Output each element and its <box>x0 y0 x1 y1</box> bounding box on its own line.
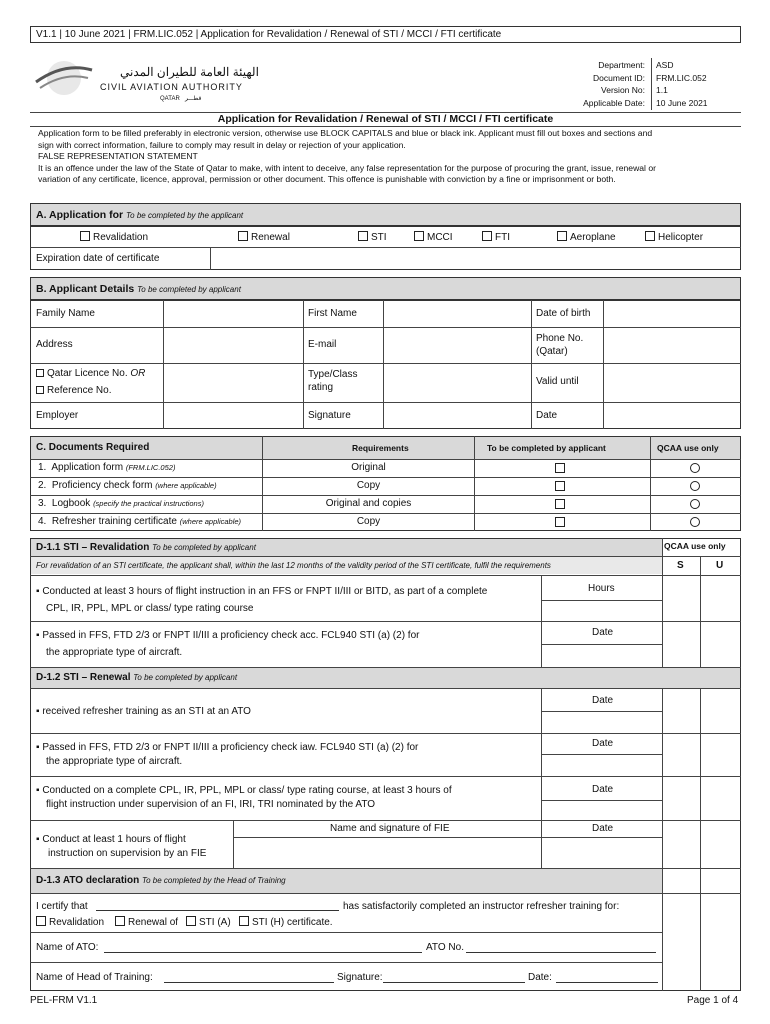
head-training-field[interactable] <box>164 982 334 983</box>
divider <box>30 575 741 576</box>
phone-label-qatar: (Qatar) <box>536 346 568 357</box>
intro-line: It is an offence under the law of the State of Qatar to make, with intent to deceive, any false representation for the purpose of procuring the grant, issue, renewal or <box>38 162 656 173</box>
d11-hours-label: Hours <box>588 583 615 594</box>
address-label: Address <box>36 339 73 350</box>
qatar-licence-label[interactable]: Qatar Licence No. OR <box>36 368 145 380</box>
d12-item2-line1: ▪ Passed in FFS, FTD 2/3 or FNPT II/III a proficiency check iaw. FCL940 STI (a) (2) for <box>36 742 419 753</box>
d13-date-label: Date: <box>528 972 552 983</box>
doc-req-2: Copy <box>356 480 381 491</box>
renewal-checkbox[interactable]: Renewal <box>238 231 290 244</box>
intro-line: Application form to be filled preferably in electronic version, otherwise use BLOCK CAPITALS and blue or black ink. Applicant must fill out boxes and sections and <box>38 128 653 138</box>
doc-row-2: 2. Proficiency check form (where applicable) <box>38 480 217 491</box>
divider <box>30 402 741 403</box>
d13-date-field[interactable] <box>556 982 658 983</box>
d11-qcaa-label: QCAA use only <box>664 541 726 551</box>
employer-label: Employer <box>36 410 79 421</box>
d13-renewal-checkbox[interactable]: Renewal of <box>115 916 178 929</box>
d11-u-label: U <box>716 560 724 571</box>
ato-no-field[interactable] <box>466 952 656 953</box>
aeroplane-checkbox[interactable]: Aeroplane <box>557 231 616 244</box>
divider <box>541 688 542 868</box>
doc-req-4: Copy <box>356 516 381 527</box>
divider <box>650 436 651 531</box>
reference-no-label[interactable]: Reference No. <box>36 385 111 397</box>
d13-sti-h-checkbox[interactable]: STI (H) certificate. <box>239 916 333 929</box>
divider <box>531 300 532 429</box>
d12-title: D-1.2 STI – Renewal To be completed by applicant <box>36 672 238 683</box>
d12-date-field-2[interactable] <box>543 756 660 774</box>
d11-subtext: For revalidation of an STI certificate, the applicant shall, within the last 12 months of the validity period of the STI certificate, fulfil the requirements <box>36 561 551 570</box>
intro-line: sign with correct information, failure to comply may result in delay or rejection of your application. <box>38 139 406 150</box>
divider <box>474 436 475 531</box>
d12-item2-line2: the appropriate type of aircraft. <box>46 756 183 767</box>
email-label: E-mail <box>308 339 337 350</box>
phone-label: Phone No. <box>536 333 584 344</box>
d12-item4-line2: instruction on supervision by an FIE <box>48 848 207 859</box>
footer-left: PEL-FRM V1.1 <box>30 995 98 1006</box>
helicopter-checkbox[interactable]: Helicopter <box>645 231 703 244</box>
intro-line: FALSE REPRESENTATION STATEMENT <box>38 151 198 161</box>
meta-value: 10 June 2021 <box>656 97 708 108</box>
section-a-title: A. Application for To be completed by the applicant <box>36 209 244 221</box>
doc-checkbox-4[interactable] <box>555 517 568 529</box>
meta-labels <box>540 59 645 109</box>
divider <box>30 495 741 496</box>
intro-line: variation of any certificate, licence, approval, permission or other document. This offence is punishable with conviction by a fine or imprisonment or both. <box>38 174 616 184</box>
head-training-label: Name of Head of Training: <box>36 972 153 983</box>
d11-item2-line2: the appropriate type of aircraft. <box>46 647 183 658</box>
doc-req-1: Original <box>351 462 386 473</box>
col-qcaa: QCAA use only <box>657 443 719 453</box>
form-title: Application for Revalidation / Renewal of STI / MCCI / FTI certificate <box>217 113 554 125</box>
completed-text: has satisfactorily completed an instructor refresher training for: <box>343 901 620 912</box>
meta-value: ASD <box>656 60 674 70</box>
type-rating-label-2: rating <box>308 382 334 393</box>
section-b-body <box>30 300 741 429</box>
ato-name-field[interactable] <box>104 952 422 953</box>
divider <box>30 776 741 777</box>
divider <box>603 300 604 429</box>
meta-label: Version No: <box>601 85 645 95</box>
fti-checkbox[interactable]: FTI <box>482 231 510 244</box>
divider <box>30 893 741 894</box>
dob-label: Date of birth <box>536 308 591 319</box>
section-b-header <box>30 277 741 300</box>
qcaa-radio-4[interactable] <box>690 517 700 530</box>
divider <box>541 711 662 712</box>
meta-label: Document ID: <box>593 72 645 83</box>
trainee-name-field[interactable] <box>96 910 339 911</box>
d12-date-label-1: Date <box>592 695 614 706</box>
doc-req-3: Original and copies <box>325 498 412 509</box>
divider <box>233 820 234 868</box>
d13-reval-checkbox[interactable]: Revalidation <box>36 916 104 929</box>
divider <box>30 621 741 622</box>
valid-until-label: Valid until <box>536 376 579 387</box>
caa-logo-icon <box>34 58 94 98</box>
section-a-header <box>30 203 741 226</box>
d12-item1: ▪ received refresher training as an STI at an ATO <box>36 706 251 717</box>
d11-s-label: S <box>677 560 684 571</box>
doc-checkbox-3[interactable] <box>555 499 568 511</box>
d12-date-label-2: Date <box>592 738 614 749</box>
first-name-label: First Name <box>308 308 357 319</box>
divider <box>383 300 384 429</box>
divider <box>30 962 663 963</box>
divider <box>30 126 741 127</box>
meta-values <box>656 59 708 109</box>
section-b-title: B. Applicant Details To be completed by applicant <box>36 283 241 295</box>
signature-label: Signature <box>308 410 351 421</box>
divider <box>541 644 662 645</box>
d12-item3-line2: flight instruction under supervision of an FI, IRI, TRI nominated by the ATO <box>46 799 376 810</box>
revalidation-checkbox[interactable]: Revalidation <box>80 231 148 244</box>
logo-arabic-text: الهيئة العامة للطيران المدني <box>120 65 259 79</box>
header-bar-text: V1.1 | 10 June 2021 | FRM.LIC.052 | Application for Revalidation / Renewal of STI / MCCI / FTI certificate <box>36 29 502 40</box>
d12-item3-line1: ▪ Conducted on a complete CPL, IR, PPL, MPL or class/ type rating course, at least 3 hours of <box>36 785 452 796</box>
logo-qatar-ar-text: قطـــر <box>185 96 202 102</box>
divider <box>30 477 741 478</box>
divider <box>30 733 741 734</box>
divider <box>541 600 662 601</box>
ato-name-label: Name of ATO: <box>36 942 99 953</box>
d12-date-field-4[interactable] <box>543 839 660 866</box>
qcaa-radio-1[interactable] <box>690 463 700 476</box>
sig-label: Signature: <box>337 972 383 983</box>
divider <box>541 800 662 801</box>
section-c-title: C. Documents Required <box>36 442 150 453</box>
d12-date-field-3[interactable] <box>543 802 660 818</box>
footer-right: Page 1 of 4 <box>687 995 739 1006</box>
family-name-label: Family Name <box>36 308 95 319</box>
divider <box>30 327 741 328</box>
d13-sti-a-checkbox[interactable]: STI (A) <box>186 916 231 929</box>
doc-row-3: 3. Logbook (specify the practical instructions) <box>38 498 204 509</box>
divider <box>30 247 741 248</box>
fie-label: Name and signature of FIE <box>330 823 450 834</box>
d12-date-label-4: Date <box>592 823 614 834</box>
divider <box>30 820 741 821</box>
divider <box>233 837 662 838</box>
expiration-label: Expiration date of certificate <box>36 253 160 264</box>
divider <box>210 247 211 270</box>
qcaa-radio-2[interactable] <box>690 481 700 494</box>
d13-title: D-1.3 ATO declaration To be completed by the Head of Training <box>36 875 286 886</box>
doc-row-4: 4. Refresher training certificate (where applicable) <box>38 516 242 527</box>
certify-label: I certify that <box>36 901 88 912</box>
divider <box>303 300 304 429</box>
d12-item4-line1: ▪ Conduct at least 1 hours of flight <box>36 834 186 845</box>
d11-item1-line2: CPL, IR, PPL, MPL or class/ type rating course <box>46 603 254 614</box>
divider <box>30 459 741 460</box>
logo-english-text: CIVIL AVIATION AUTHORITY <box>100 82 243 92</box>
divider <box>30 932 663 933</box>
d11-date-label: Date <box>592 627 614 638</box>
fie-signature-field[interactable] <box>235 839 539 866</box>
ato-no-label: ATO No. <box>426 942 464 953</box>
meta-value: 1.1 <box>656 85 668 95</box>
d11-item2-line1: ▪ Passed in FFS, FTD 2/3 or FNPT II/III a proficiency check acc. FCL940 STI (a) (2) for <box>36 630 420 641</box>
divider <box>541 754 662 755</box>
sti-checkbox[interactable]: STI <box>358 231 387 244</box>
intro-text <box>38 128 656 186</box>
logo-qatar-text: QATAR <box>160 96 180 102</box>
date-label: Date <box>536 410 558 421</box>
signature-field[interactable] <box>383 982 525 983</box>
doc-checkbox-2[interactable] <box>555 481 568 493</box>
d12-date-label-3: Date <box>592 784 614 795</box>
col-requirements: Requirements <box>352 443 409 453</box>
meta-label: Applicable Date: <box>583 97 645 108</box>
meta-label: Department: <box>598 60 645 70</box>
divider <box>30 363 741 364</box>
d11-item1-line1: ▪ Conducted at least 3 hours of flight instruction in an FFS or FNPT II/III or BITD, as part of a complete <box>36 586 488 597</box>
divider <box>30 688 741 689</box>
meta-value: FRM.LIC.052 <box>656 72 707 83</box>
doc-row-1: 1. Application form (FRM.LIC.052) <box>38 462 176 473</box>
divider <box>163 300 164 429</box>
divider <box>30 513 741 514</box>
qcaa-radio-3[interactable] <box>690 499 700 512</box>
mcci-checkbox[interactable]: MCCI <box>414 231 453 244</box>
doc-checkbox-1[interactable] <box>555 463 568 475</box>
divider <box>662 538 663 991</box>
col-applicant: To be completed by applicant <box>487 443 606 453</box>
header-bar <box>30 26 741 43</box>
d11-date-field[interactable] <box>543 646 660 665</box>
d11-hours-field[interactable] <box>543 602 660 620</box>
d11-title: D-1.1 STI – Revalidation To be completed by applicant <box>36 542 256 553</box>
meta-divider <box>651 58 652 110</box>
d12-date-field-1[interactable] <box>543 713 660 731</box>
expiration-field[interactable] <box>212 249 739 268</box>
type-rating-label: Type/Class <box>308 369 358 380</box>
